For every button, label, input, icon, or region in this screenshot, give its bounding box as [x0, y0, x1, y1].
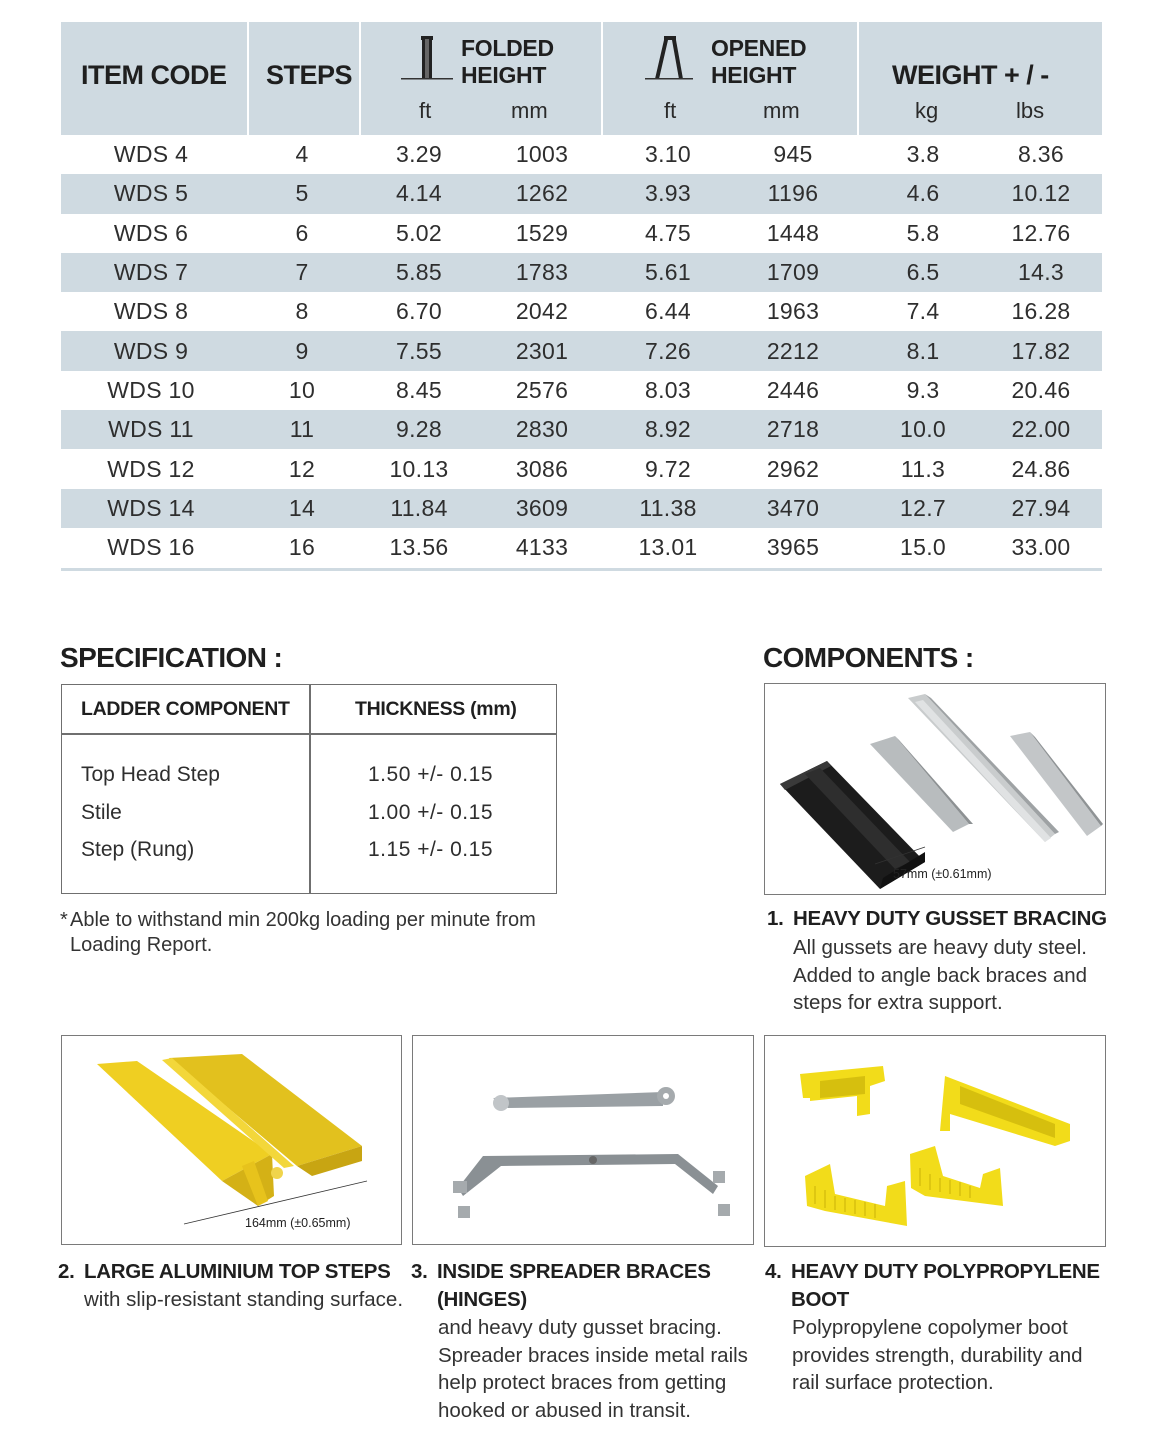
header-item-code-label: ITEM CODE [81, 60, 227, 90]
weight-kg-cell: 4.6 [906, 180, 940, 207]
header-steps-label: STEPS [266, 60, 353, 90]
opened-ft-cell: 4.75 [645, 219, 691, 246]
item-code-cell: WDS 4 [113, 141, 189, 168]
weight-kg-cell: 6.5 [906, 259, 940, 286]
weight-lbs-cell: 10.12 [1011, 180, 1071, 207]
table-row [61, 292, 1102, 331]
steps-cell: 5 [295, 180, 309, 207]
weight-kg-cell: 5.8 [906, 219, 940, 246]
folded-ft-cell: 11.84 [390, 494, 448, 521]
spreader-braces-illustration [413, 1036, 754, 1245]
weight-kg-cell: 15.0 [900, 534, 946, 561]
opened-unit-mm: mm [763, 98, 800, 123]
spec-thickness: 1.15 +/- 0.15 [368, 838, 494, 861]
item-code-cell: WDS 6 [113, 219, 189, 246]
table-row [61, 410, 1102, 449]
folded-title-line2: HEIGHT [461, 62, 547, 88]
folded-title-line1: FOLDED [461, 35, 554, 61]
footnote-text: Able to withstand min 200kg loading per minute from Loading Report. [70, 909, 536, 956]
opened-ft-cell: 9.72 [645, 455, 691, 482]
top-steps-illustration [62, 1036, 402, 1245]
opened-ladder-icon [645, 34, 695, 84]
polypropylene-boot-image [764, 1035, 1106, 1247]
item-code-cell: WDS 16 [107, 534, 195, 561]
specification-title: SPECIFICATION : [60, 642, 283, 673]
polypropylene-boot-illustration [765, 1036, 1106, 1247]
weight-kg-cell: 8.1 [906, 337, 940, 364]
folded-mm-cell: 2042 [515, 298, 569, 325]
folded-mm-cell: 1003 [515, 141, 569, 168]
component-2-number: 2. [58, 1260, 75, 1283]
spreader-braces-image [412, 1035, 754, 1245]
table-row [61, 449, 1102, 488]
weight-kg-cell: 12.7 [900, 494, 946, 521]
folded-mm-cell: 3086 [515, 455, 569, 482]
folded-ladder-icon [401, 34, 453, 84]
table-header [61, 22, 1102, 135]
weight-kg-cell: 3.8 [906, 141, 940, 168]
component-2-heading [58, 1258, 390, 1286]
table-row [61, 371, 1102, 410]
opened-ft-cell: 13.01 [638, 534, 698, 561]
item-code-cell: WDS 8 [113, 298, 189, 325]
weight-kg-cell: 11.3 [900, 455, 946, 482]
steps-cell: 14 [288, 494, 316, 521]
table-row [61, 214, 1102, 253]
weight-lbs-cell: 17.82 [1011, 337, 1071, 364]
weight-unit-lbs: lbs [1016, 98, 1045, 123]
table-row [61, 331, 1102, 370]
opened-mm-cell: 2718 [766, 416, 820, 443]
folded-mm-cell: 4133 [515, 534, 569, 561]
folded-ft-cell: 5.85 [396, 259, 442, 286]
spec-row [62, 763, 556, 801]
folded-mm-cell: 1262 [515, 180, 569, 207]
folded-mm-cell: 2576 [515, 376, 569, 403]
opened-ft-cell: 6.44 [645, 298, 691, 325]
folded-ft-cell: 5.02 [396, 219, 442, 246]
component-3-number: 3. [411, 1260, 428, 1283]
item-code-cell: WDS 7 [113, 259, 189, 286]
weight-kg-cell: 9.3 [906, 376, 940, 403]
component-3-title: INSIDE SPREADER BRACES [437, 1260, 711, 1283]
weight-lbs-cell: 14.3 [1018, 259, 1064, 286]
spec-thickness: 1.50 +/- 0.15 [368, 763, 494, 786]
header-opened-height [601, 22, 857, 135]
weight-lbs-cell: 24.86 [1011, 455, 1071, 482]
opened-ft-cell: 5.61 [645, 259, 691, 286]
item-code-cell: WDS 10 [107, 376, 195, 403]
item-code-cell: WDS 11 [108, 416, 194, 443]
component-1-description: All gussets are heavy duty steel. Added to angle back braces and steps for extra support. [793, 936, 1088, 1014]
component-2-title: LARGE ALUMINIUM TOP STEPS [84, 1260, 391, 1283]
component-3-title-continued: (HINGES) [437, 1288, 527, 1311]
folded-mm-cell: 3609 [515, 494, 569, 521]
weight-lbs-cell: 20.46 [1011, 376, 1071, 403]
header-item-code [61, 22, 247, 135]
opened-unit-ft: ft [664, 98, 677, 123]
folded-mm-cell: 1529 [515, 219, 569, 246]
spec-component: Step (Rung) [81, 838, 195, 861]
table-row [61, 528, 1102, 567]
opened-mm-cell: 2962 [766, 455, 820, 482]
spec-component: Stile [81, 800, 122, 824]
folded-ft-cell: 4.14 [396, 180, 442, 207]
steps-cell: 16 [288, 534, 316, 561]
component-4-title-continued: BOOT [791, 1288, 850, 1311]
component-2-description: with slip-resistant standing surface. [84, 1288, 404, 1311]
table-body [61, 135, 1102, 567]
folded-height-title [461, 35, 554, 89]
specification-table [61, 684, 557, 894]
spec-rows [62, 763, 556, 876]
opened-mm-cell: 3965 [766, 534, 820, 561]
folded-ft-cell: 3.29 [396, 141, 442, 168]
gusset-bracing-illustration [765, 684, 1106, 895]
component-4-description: Polypropylene copolymer boot provides strength, durability and rail surface protection. [792, 1316, 1083, 1394]
table-row [61, 253, 1102, 292]
header-steps [247, 22, 359, 135]
folded-ft-cell: 13.56 [389, 534, 449, 561]
opened-mm-cell: 3470 [766, 494, 820, 521]
spec-thickness: 1.00 +/- 0.15 [368, 800, 494, 824]
opened-mm-cell: 2446 [766, 376, 820, 403]
item-code-cell: WDS 9 [113, 337, 189, 364]
header-folded-height [359, 22, 601, 135]
gusset-bracing-image [764, 683, 1106, 895]
steps-cell: 10 [288, 376, 316, 403]
component-4-heading [765, 1258, 1100, 1314]
folded-ft-cell: 10.13 [389, 455, 449, 482]
opened-mm-cell: 1963 [766, 298, 820, 325]
item-code-cell: WDS 5 [113, 180, 189, 207]
folded-mm-cell: 1783 [515, 259, 569, 286]
opened-title-line2: HEIGHT [711, 62, 797, 88]
folded-mm-cell: 2830 [515, 416, 569, 443]
top-steps-image [61, 1035, 402, 1245]
folded-unit-ft: ft [419, 98, 432, 123]
table-row [61, 489, 1102, 528]
component-4-number: 4. [765, 1260, 782, 1283]
component-3-heading [411, 1258, 711, 1314]
item-code-cell: WDS 12 [107, 455, 195, 482]
opened-ft-cell: 3.93 [645, 180, 691, 207]
opened-mm-cell: 1196 [767, 180, 819, 207]
weight-kg-cell: 7.4 [906, 298, 940, 325]
component-4-title: HEAVY DUTY POLYPROPYLENE [791, 1260, 1100, 1283]
spec-header-thickness: THICKNESS (mm) [355, 698, 517, 720]
folded-ft-cell: 9.28 [396, 416, 442, 443]
weight-lbs-cell: 27.94 [1011, 494, 1071, 521]
top-step-dimension-label: 164mm (±0.65mm) [245, 1216, 351, 1230]
header-weight-label: WEIGHT + / - [892, 60, 1049, 90]
spec-row [62, 801, 556, 839]
ladder-size-table [61, 22, 1102, 571]
component-1-title: HEAVY DUTY GUSSET BRACING [793, 907, 1107, 930]
component-3-description: and heavy duty gusset bracing. Spreader braces inside metal rails help protect braces from getting hooked or abused in transit. [438, 1316, 748, 1422]
folded-unit-mm: mm [511, 98, 548, 123]
spec-component: Top Head Step [81, 763, 220, 786]
folded-ft-cell: 6.70 [396, 298, 442, 325]
weight-lbs-cell: 33.00 [1011, 534, 1071, 561]
steps-cell: 7 [295, 259, 309, 286]
opened-ft-cell: 3.10 [645, 141, 691, 168]
components-title: COMPONENTS : [763, 642, 974, 673]
spec-row [62, 838, 556, 876]
steps-cell: 9 [295, 337, 309, 364]
folded-ft-cell: 7.55 [396, 337, 442, 364]
component-1-number: 1. [767, 907, 784, 930]
weight-lbs-cell: 22.00 [1011, 416, 1071, 443]
opened-height-title [711, 35, 806, 89]
steps-cell: 12 [288, 455, 316, 482]
footnote-mark: * [60, 909, 68, 931]
opened-title-line1: OPENED [711, 35, 807, 61]
folded-ft-cell: 8.45 [396, 376, 442, 403]
opened-mm-cell: 945 [773, 141, 813, 168]
loading-footnote [60, 908, 580, 958]
opened-ft-cell: 7.26 [645, 337, 691, 364]
opened-mm-cell: 1448 [766, 219, 820, 246]
gusset-dimension-label: 57mm (±0.61mm) [893, 867, 992, 881]
spec-header-component: LADDER COMPONENT [81, 698, 290, 720]
opened-ft-cell: 11.38 [639, 494, 697, 521]
opened-ft-cell: 8.03 [645, 376, 691, 403]
weight-lbs-cell: 16.28 [1011, 298, 1071, 325]
table-bottom-rule [61, 568, 1102, 571]
opened-mm-cell: 2212 [766, 337, 820, 364]
spec-header-divider [62, 733, 556, 735]
weight-lbs-cell: 8.36 [1018, 141, 1064, 168]
steps-cell: 4 [295, 141, 309, 168]
opened-mm-cell: 1709 [766, 259, 820, 286]
steps-cell: 8 [295, 298, 309, 325]
component-1-heading [767, 905, 1107, 933]
weight-kg-cell: 10.0 [900, 416, 946, 443]
steps-cell: 6 [295, 219, 309, 246]
weight-lbs-cell: 12.76 [1011, 219, 1071, 246]
table-row [61, 174, 1102, 213]
header-weight [857, 22, 1102, 135]
folded-mm-cell: 2301 [515, 337, 569, 364]
steps-cell: 11 [289, 416, 315, 443]
opened-ft-cell: 8.92 [645, 416, 691, 443]
table-row [61, 135, 1102, 174]
weight-unit-kg: kg [915, 98, 939, 123]
item-code-cell: WDS 14 [107, 494, 195, 521]
